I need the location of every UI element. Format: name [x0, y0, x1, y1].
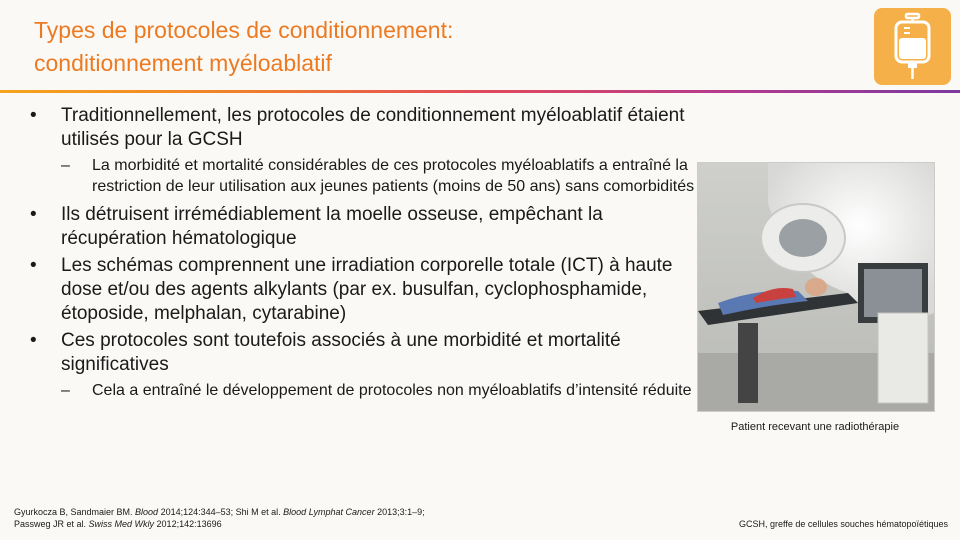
- iv-bag-icon: [874, 8, 951, 85]
- references: [14, 506, 634, 530]
- journal-name: Swiss Med Wkly: [88, 519, 155, 529]
- reference-line: [14, 518, 634, 530]
- slide-title-line2: conditionnement myéloablatif: [34, 50, 332, 76]
- bullet-list: [30, 104, 700, 407]
- bullet-text: Les schémas comprennent une irradiation corporelle totale (ICT) à haute dose et/ou des agents alkylants (par ex. busulfan, cyclophosphamide, étoposide, melphalan, cytarabine): [61, 255, 673, 324]
- reference-text: 2014;124:344–53; Shi M et al.: [158, 507, 284, 517]
- bullet-marker: •: [30, 204, 37, 225]
- slide-title: [34, 14, 754, 80]
- bullet-text: La morbidité et mortalité considérables de ces protocoles myéloablatifs a entraîné la restriction de leur utilisation aux jeunes patients (moins de 50 ans) sans comorbidités: [92, 157, 695, 195]
- reference-text: Passweg JR et al.: [14, 519, 89, 529]
- reference-text: Gyurkocza B, Sandmaier BM.: [14, 507, 136, 517]
- list-item: [30, 104, 700, 152]
- slide-title-line1: Types de protocoles de conditionnement:: [34, 17, 454, 43]
- radiotherapy-photo: [697, 162, 935, 412]
- list-item: [30, 203, 700, 251]
- abbreviations: GCSH, greffe de cellules souches hématopoïétiques: [739, 519, 948, 529]
- bullet-marker: –: [61, 157, 70, 174]
- bullet-text: Ces protocoles sont toutefois associés à une morbidité et mortalité significatives: [61, 330, 621, 375]
- bullet-text: Ils détruisent irrémédiablement la moelle osseuse, empêchant la récupération hématologique: [61, 204, 603, 249]
- title-divider: [0, 90, 960, 93]
- bullet-marker: •: [30, 255, 37, 276]
- list-item: [30, 380, 700, 401]
- reference-line: [14, 506, 634, 518]
- reference-text: 2012;142:13696: [154, 519, 222, 529]
- bullet-marker: –: [61, 382, 70, 399]
- bullet-text: Cela a entraîné le développement de protocoles non myéloablatifs d’intensité réduite: [92, 382, 692, 399]
- reference-text: 2013;3:1–9;: [374, 507, 425, 517]
- list-item: [30, 254, 700, 326]
- bullet-text: Traditionnellement, les protocoles de conditionnement myéloablatif étaient utilisés pour la GCSH: [61, 105, 685, 150]
- bullet-marker: •: [30, 330, 37, 351]
- list-item: [30, 329, 700, 377]
- journal-name: Blood Lymphat Cancer: [283, 507, 375, 517]
- image-caption: Patient recevant une radiothérapie: [730, 421, 900, 433]
- journal-name: Blood: [135, 507, 159, 517]
- list-item: [30, 155, 700, 197]
- bullet-marker: •: [30, 105, 37, 126]
